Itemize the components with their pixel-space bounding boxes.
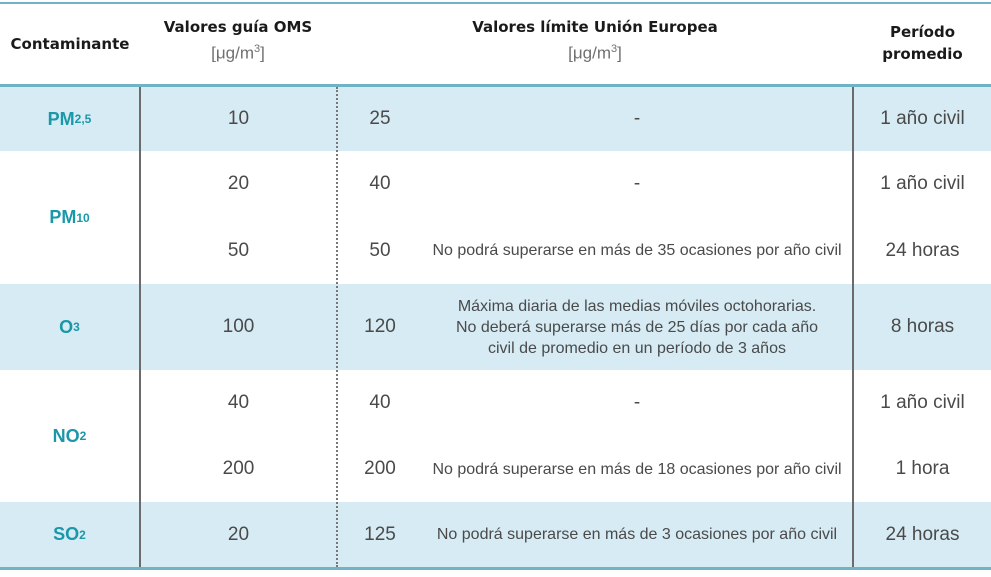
ue-value: 25	[369, 108, 391, 129]
ue-note: No podrá superarse en más de 35 ocasiones por año civil	[432, 242, 842, 259]
oms-value: 200	[222, 458, 255, 479]
oms-value: 20	[227, 173, 250, 194]
oms-value: 20	[227, 523, 250, 545]
ue-value: 200	[364, 458, 396, 479]
oms-value: 100	[222, 316, 255, 337]
periodo-value: 1 hora	[895, 458, 950, 479]
header-ue	[336, 16, 854, 65]
pollutant-o3: O 3	[59, 316, 80, 337]
header-periodo-line2: promedio	[882, 45, 963, 63]
header-periodo	[854, 21, 991, 65]
ue-note: No podrá superarse en más de 3 ocasiones por año civil	[436, 526, 838, 543]
periodo-value: 1 año civil	[880, 173, 965, 194]
oms-value: 50	[227, 239, 250, 261]
ue-value: 40	[369, 392, 391, 413]
header-ue-title: Valores límite Unión Europea	[472, 18, 718, 36]
oms-value: 40	[227, 392, 250, 413]
ue-note: -	[633, 392, 641, 413]
header-periodo-line1: Período	[889, 23, 956, 41]
ue-value: 125	[364, 523, 396, 545]
ue-note-line: Máxima diaria de las medias móviles octohorarias.	[457, 297, 817, 315]
ue-value: 50	[369, 239, 391, 261]
ue-value: 40	[369, 173, 391, 194]
ue-note-line: civil de promedio en un período de 3 años	[488, 339, 786, 357]
oms-value: 10	[227, 108, 250, 129]
ue-note-line: No deberá superarse más de 25 días por cada año	[455, 318, 818, 336]
header-oms	[140, 16, 336, 65]
ue-note: -	[633, 173, 641, 194]
table-header	[0, 4, 991, 84]
pollutant-no2: NO 2	[52, 425, 87, 446]
ue-note: No podrá superarse en más de 18 ocasiones por año civil	[432, 460, 842, 478]
header-oms-unit: $[\mu g/m^3]$	[211, 43, 265, 63]
periodo-value: 1 año civil	[880, 108, 965, 129]
ue-note-multiline	[422, 284, 852, 370]
pollutant-pm25: PM 2,5	[47, 108, 92, 129]
pollutant-so2: SO 2	[53, 524, 86, 544]
ue-note: -	[633, 108, 641, 129]
header-ue-unit: $[\mu g/m^3]$	[568, 43, 622, 63]
periodo-value: 24 horas	[885, 239, 960, 261]
header-oms-title: Valores guía OMS	[163, 18, 313, 36]
periodo-value: 8 horas	[890, 316, 955, 337]
periodo-value: 1 año civil	[880, 392, 965, 413]
ue-value: 120	[364, 316, 396, 337]
periodo-value: 24 horas	[885, 523, 960, 545]
table-bottom-rule	[0, 567, 991, 570]
pollutant-pm10: PM 10	[49, 207, 90, 227]
header-contaminante: Contaminante	[10, 35, 130, 53]
